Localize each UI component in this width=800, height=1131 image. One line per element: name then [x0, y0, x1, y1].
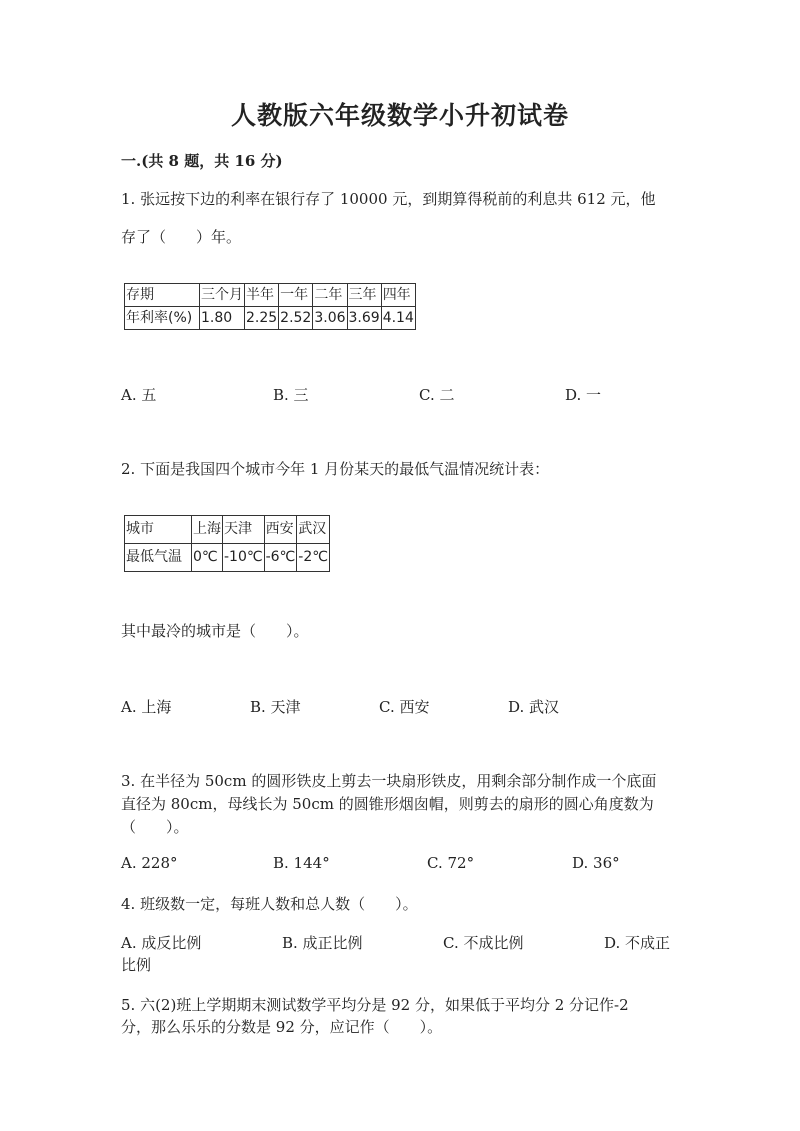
- q5-text-line2: 分，那么乐乐的分数是 92 分，应记作（ ）。: [121, 1018, 443, 1036]
- q3-option-c[interactable]: C. 72°: [427, 854, 475, 872]
- q4-option-c[interactable]: C. 不成比例: [443, 934, 524, 952]
- table-cell: 1.80: [200, 307, 245, 330]
- q3-option-b[interactable]: B. 144°: [273, 854, 330, 872]
- q3-option-a[interactable]: A. 228°: [121, 854, 178, 872]
- table-cell: 年利率(%): [125, 307, 200, 330]
- q1-option-a[interactable]: A. 五: [121, 386, 157, 404]
- temperature-table: [124, 515, 330, 572]
- section-heading: 一.(共 8 题，共 16 分): [121, 152, 283, 170]
- table-cell: 存期: [125, 284, 200, 307]
- table-cell: 最低气温: [125, 544, 192, 572]
- q3-option-d[interactable]: D. 36°: [572, 854, 620, 872]
- table-cell: 3.69: [347, 307, 381, 330]
- q3-text-line3: （ ）。: [121, 818, 189, 836]
- table-row: [125, 516, 330, 544]
- table-cell: 三年: [347, 284, 381, 307]
- q4-text-line1: 4. 班级数一定，每班人数和总人数（ ）。: [121, 895, 418, 913]
- q1-option-d[interactable]: D. 一: [565, 386, 602, 404]
- q5-text-line1: 5. 六(2)班上学期期末测试数学平均分是 92 分，如果低于平均分 2 分记作-2: [121, 996, 629, 1014]
- q1-option-b[interactable]: B. 三: [273, 386, 309, 404]
- q1-option-c[interactable]: C. 二: [419, 386, 455, 404]
- table-cell: 2.52: [279, 307, 313, 330]
- q2-option-d[interactable]: D. 武汉: [508, 698, 560, 716]
- table-cell: 四年: [381, 284, 415, 307]
- table-cell: 4.14: [381, 307, 415, 330]
- page-title: 人教版六年级数学小升初试卷: [230, 101, 569, 130]
- q2-option-b[interactable]: B. 天津: [250, 698, 301, 716]
- table-cell: 城市: [125, 516, 192, 544]
- table-cell: 三个月: [200, 284, 245, 307]
- table-cell: 二年: [313, 284, 347, 307]
- table-cell: -2℃: [297, 544, 330, 572]
- table-cell: 2.25: [245, 307, 279, 330]
- q4-option-b[interactable]: B. 成正比例: [282, 934, 363, 952]
- interest-rate-table: [124, 283, 416, 330]
- q4-option-d-wrap[interactable]: 比例: [121, 956, 152, 974]
- table-cell: 3.06: [313, 307, 347, 330]
- table-cell: -10℃: [223, 544, 265, 572]
- q4-option-a[interactable]: A. 成反比例: [121, 934, 202, 952]
- table-cell: 0℃: [192, 544, 223, 572]
- q2-option-c[interactable]: C. 西安: [379, 698, 430, 716]
- table-cell: -6℃: [264, 544, 297, 572]
- table-cell: 一年: [279, 284, 313, 307]
- q4-option-d[interactable]: D. 不成正: [604, 934, 671, 952]
- table-cell: 上海: [192, 516, 223, 544]
- q1-text-line1: 1. 张远按下边的利率在银行存了 10000 元，到期算得税前的利息共 612 元，他: [121, 190, 656, 208]
- q2-text-line1: 2. 下面是我国四个城市今年 1 月份某天的最低气温情况统计表：: [121, 460, 550, 478]
- table-cell: 半年: [245, 284, 279, 307]
- q2-option-a[interactable]: A. 上海: [121, 698, 172, 716]
- table-cell: 西安: [264, 516, 297, 544]
- q2-question: 其中最冷的城市是（ ）。: [121, 622, 309, 640]
- table-row: [125, 284, 416, 307]
- table-row: [125, 307, 416, 330]
- table-cell: 天津: [223, 516, 265, 544]
- q1-text-line2: 存了（ ）年。: [121, 228, 242, 246]
- table-row: [125, 544, 330, 572]
- table-cell: 武汉: [297, 516, 330, 544]
- q3-text-line1: 3. 在半径为 50cm 的圆形铁皮上剪去一块扇形铁皮，用剩余部分制作成一个底面: [121, 772, 657, 790]
- q3-text-line2: 直径为 80cm，母线长为 50cm 的圆锥形烟囱帽，则剪去的扇形的圆心角度数为: [121, 795, 654, 813]
